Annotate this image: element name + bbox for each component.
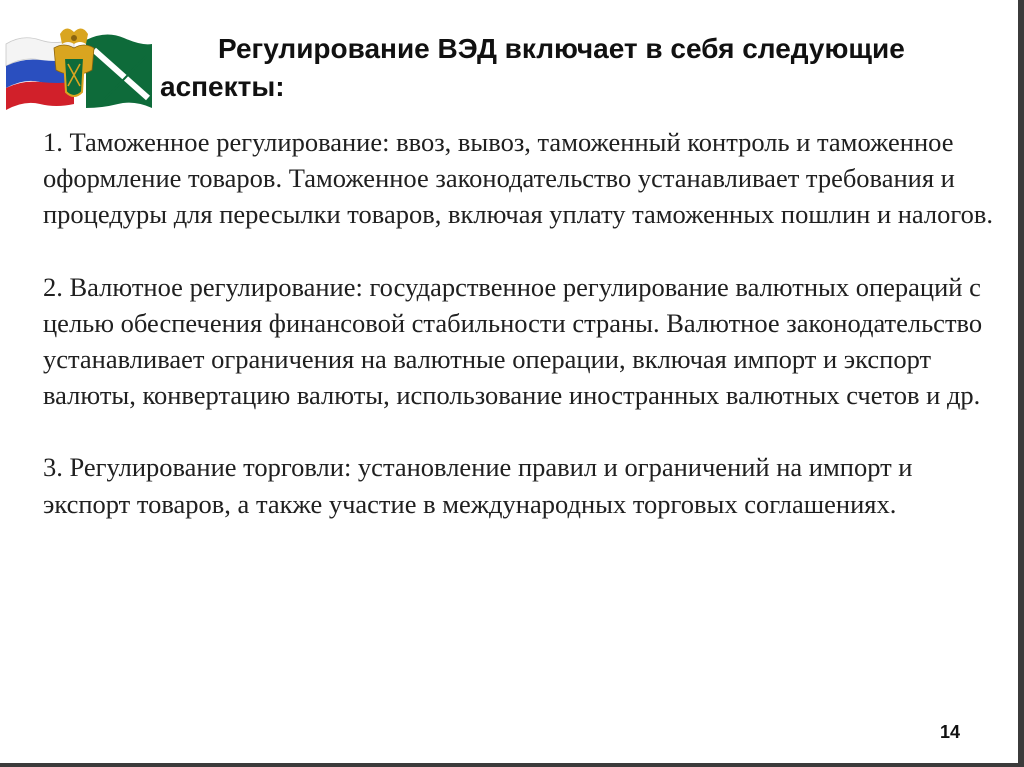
title-line-1: Регулирование ВЭД включает в себя следующие	[218, 33, 905, 64]
slide-title	[160, 30, 980, 106]
paragraph-spacer	[43, 413, 993, 449]
paragraph-trade-regulation: 3. Регулирование торговли: установление правил и ограничений на импорт и экспорт товаров, а также участие в международных торговых соглашениях.	[43, 452, 913, 519]
page-number: 14	[940, 722, 961, 742]
paragraph-customs-regulation: 1. Таможенное регулирование: ввоз, вывоз, таможенный контроль и таможенное оформление товаров. Таможенное законодательство устанавливает требования и процедуры для пересылки товаров, включая уплату таможенных пошлин и налогов.	[43, 127, 994, 230]
flags-emblem-icon	[2, 14, 154, 114]
paragraph-currency-regulation: 2. Валютное регулирование: государственное регулирование валютных операций с целью обеспечения финансовой стабильности страны. Валютное законодательство устанавливает ограничения на валютные операции, включая импорт и экспорт валюты, конвертацию валюты, использование иностранных валютных счетов и др.	[43, 271, 983, 411]
title-line-2: аспекты:	[160, 71, 285, 102]
paragraph-spacer	[43, 233, 993, 269]
customs-flag-icon	[86, 34, 152, 108]
slide-body	[43, 124, 993, 522]
